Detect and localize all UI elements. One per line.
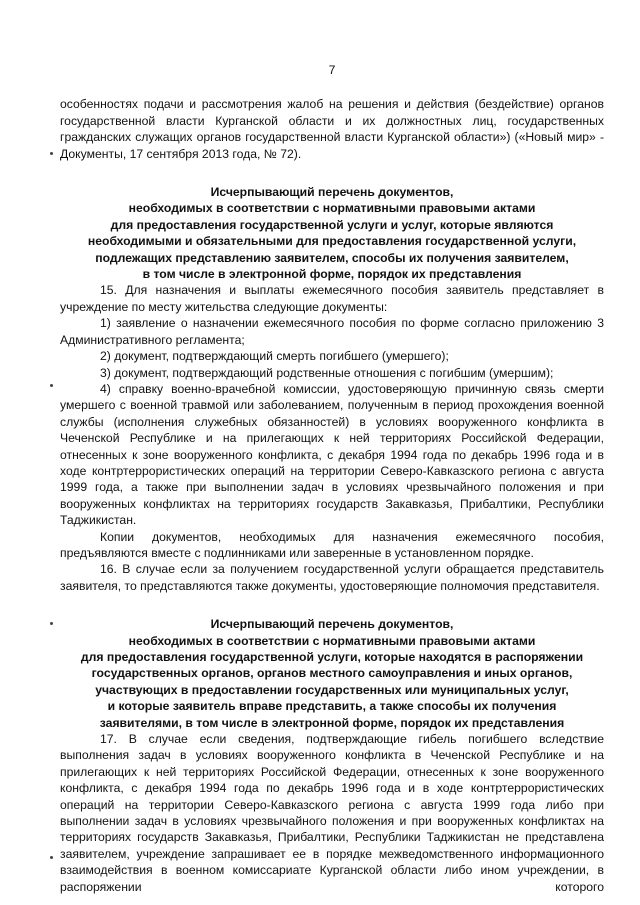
section-15-item: 4) справку военно-врачебной комиссии, удостоверяющую причинную связь смерти умершего с военной травмой или заболеванием, полученным в период прохождения военной службы (исполнения служебных обязанностей) в условиях вооруженного конфликта в Чеченской Республике и на прилегающих к ней территориях Российской Федерации, отнесенных к зоне вооруженного конфликта, с декабря 1994 года по декабрь 1996 года и в ходе контртеррористических операций на территории Северо-Кавказского региона с августа 1999 года, а также при выполнении задач в условиях чрезвычайного положения и при вооруженных конфликтах на территориях государств Закавказья, Прибалтики, Республики Таджикистан. [60,381,604,528]
section-16: 16. В случае если за получением государственной услуги обращается представитель заявителя, то представляются также документы, удостоверяющие полномочия представителя. [60,562,604,593]
heading-line: необходимых в соответствии с нормативными правовыми актами [128,201,536,216]
intro-paragraph: особенностях подачи и рассмотрения жалоб на решения и действия (бездействие) органов государственной власти Курганской области и их должностных лиц, государственных гражданских служащих органов государственной власти Курганской области») («Новый мир» - Документы, 17 сентября 2013 года, № 72). [60,97,604,161]
heading-line: участвующих в предоставлении государственных или муниципальных услуг, [95,682,569,697]
section-15-item: 1) заявление о назначении ежемесячного пособия по форме согласно приложению 3 Административного регламента; [60,316,604,347]
section-15-item: 2) документ, подтверждающий смерть погибшего (умершего); [100,349,449,364]
heading-line: необходимыми и обязательными для предоставления государственной услуги, [87,234,577,249]
heading-line: подлежащих представлению заявителем, способы их получения заявителем, [95,250,569,265]
section-15-item: 3) документ, подтверждающий родственные отношения с погибшим (умершим); [100,365,554,380]
heading-required-documents [60,184,604,282]
scan-mark [50,622,53,625]
heading-line: Исчерпывающий перечень документов, [210,185,454,200]
heading-line: в том числе в электронной форме, порядок их представления [142,267,522,282]
heading-line: для предоставления государственной услуги и услуг, которые являются [110,217,554,232]
heading-line: государственных органов, органов местного самоуправления и иных органов, [91,666,573,681]
section-17: 17. В случае если сведения, подтверждающие гибель погибшего вследствие выполнения задач в условиях вооруженного конфликта в Чеченской Республике и на прилегающих к ней территориях Российской Федерации, отнесенных к зоне вооруженного конфликта, с декабря 1994 года по декабрь 1996 года и в ходе контртеррористических операций на территории Северо-Кавказского региона с августа 1999 года либо при выполнении задач в условиях чрезвычайного положения и при вооруженных конфликтах на территориях государств Закавказья, Прибалтики, Республики Таджикистан не представлена заявителем, учреждение запрашивает ее в порядке межведомственного информационного взаимодействия в военном комиссариате Курганской области либо ином учреждении, в распоряжении которого [60,732,604,894]
page-number: 7 [328,63,336,77]
scan-mark [50,152,53,155]
section-15-intro: 15. Для назначения и выплаты ежемесячного пособия заявитель представляет в учреждение по месту жительства следующие документы: [60,283,604,314]
scan-mark [50,856,53,859]
heading-line: заявителями, в том числе в электронной форме, порядок их представления [99,715,565,730]
heading-line: Исчерпывающий перечень документов, [210,617,454,632]
heading-documents-in-agencies [60,616,604,731]
heading-line: и которые заявитель вправе представить, а также способы их получения [107,699,557,714]
section-15-copies: Копии документов, необходимых для назначения ежемесячного пособия, предъявляются вместе с подлинниками или заверенные в установленном порядке. [60,529,604,560]
heading-line: необходимых в соответствии с нормативными правовыми актами [128,633,536,648]
scan-mark [50,384,53,387]
heading-line: для предоставления государственной услуги, которые находятся в распоряжении [80,650,584,664]
